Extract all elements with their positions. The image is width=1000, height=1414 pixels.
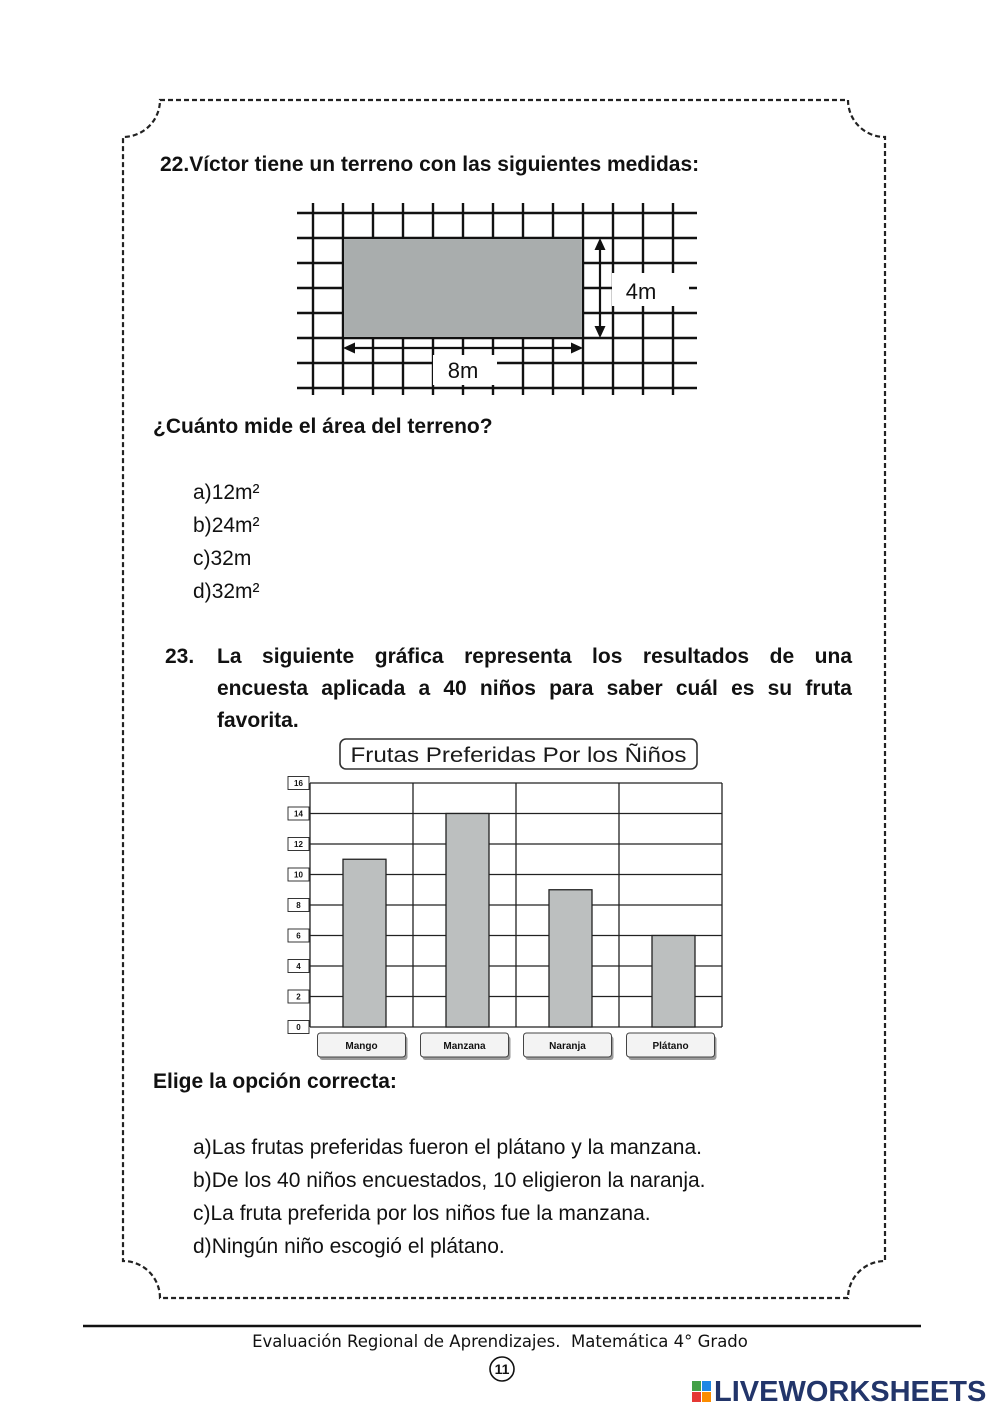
y-tick-label: 4 (296, 962, 301, 971)
x-category-mango (318, 1033, 408, 1060)
q23-options (193, 1131, 706, 1263)
x-category-label: Plátano (652, 1041, 689, 1052)
bar-manzana (446, 814, 489, 1028)
option-letter: d) (193, 1234, 212, 1258)
bar-naranja (549, 890, 592, 1027)
option-letter: c) (193, 546, 211, 570)
liveworksheets-logo-icon[interactable] (692, 1381, 711, 1402)
x-category-label: Naranja (549, 1041, 586, 1052)
y-tick (288, 868, 309, 881)
option-text: De los 40 niños encuestados, 10 eligieron la naranja. (211, 1168, 706, 1192)
terrain-figure (297, 203, 697, 395)
y-tick (288, 838, 309, 851)
option-text: Ningún niño escogió el plátano. (211, 1234, 505, 1258)
option-text: La fruta preferida por los niños fue la manzana. (210, 1201, 651, 1225)
height-arrow-head-top (595, 238, 606, 250)
y-tick (288, 929, 309, 942)
height-label: 4m (625, 279, 657, 304)
q22-heading: 22.Víctor tiene un terreno con las siguientes medidas: (160, 153, 700, 176)
height-arrow-head-bottom (595, 326, 606, 338)
liveworksheets-logo[interactable]: LIVEWORKSHEETS (714, 1376, 987, 1408)
chart-y-axis (288, 777, 309, 1034)
y-tick (288, 990, 309, 1003)
logo-block-blue (702, 1381, 711, 1391)
logo-block-orange (702, 1392, 711, 1402)
y-tick-label: 6 (296, 931, 301, 941)
y-tick-label: 8 (296, 901, 301, 910)
q22-options (193, 476, 260, 608)
terrain-shaded-area (343, 238, 583, 338)
q23-option-a[interactable] (193, 1131, 706, 1164)
fruit-bar-chart (288, 739, 722, 1060)
q23-statement-line: favorita. (217, 709, 299, 732)
logo-block-red (692, 1392, 701, 1402)
bar-mango (343, 859, 386, 1027)
y-tick (288, 777, 309, 790)
option-text: 12m² (211, 480, 260, 504)
option-text: 32m² (211, 579, 260, 603)
y-tick (288, 899, 309, 912)
option-letter: b) (193, 513, 212, 537)
option-letter: b) (193, 1168, 212, 1192)
q23-option-b[interactable] (193, 1164, 706, 1197)
q22-question: ¿Cuánto mide el área del terreno? (153, 415, 493, 438)
x-category-manzana (421, 1033, 511, 1060)
y-tick (288, 807, 309, 820)
bar-platano (652, 936, 695, 1028)
q22-option-c[interactable] (193, 542, 260, 575)
q23-option-c[interactable] (193, 1197, 706, 1230)
width-label: 8m (447, 358, 479, 383)
x-category-label: Manzana (443, 1041, 486, 1052)
chart-bars (343, 814, 695, 1028)
q22-option-a[interactable] (193, 476, 260, 509)
width-arrow-head-left (343, 343, 355, 354)
width-arrow-head-right (571, 343, 583, 354)
q23-prompt: Elige la opción correcta: (153, 1070, 397, 1093)
chart-x-axis (318, 1033, 717, 1060)
option-letter: a) (193, 480, 212, 504)
chart-title: Frutas Preferidas Por los Ñiños (350, 743, 650, 767)
option-text: 24m² (211, 513, 260, 537)
q22-option-d[interactable] (193, 575, 260, 608)
page-number: 11 (494, 1361, 510, 1377)
y-tick-label: 14 (294, 809, 303, 819)
option-letter: c) (193, 1201, 211, 1225)
option-letter: a) (193, 1135, 212, 1159)
option-text: Las frutas preferidas fueron el plátano y la manzana. (211, 1135, 702, 1159)
q23-statement-line: encuesta aplicada a 40 niños para saber cuál es su fruta (217, 677, 852, 700)
y-tick-label: 0 (296, 1023, 301, 1032)
x-category-platano (627, 1033, 717, 1060)
option-text: 32m (210, 546, 252, 570)
y-tick-label: 16 (294, 779, 303, 788)
y-tick-label: 2 (296, 992, 301, 1002)
q22-option-b[interactable] (193, 509, 260, 542)
x-category-label: Mango (345, 1041, 378, 1052)
footer-text: Evaluación Regional de Aprendizajes. Matemática 4° Grado (252, 1332, 748, 1351)
y-tick-label: 12 (294, 840, 303, 849)
q23-statement (217, 641, 852, 737)
y-tick-label: 10 (294, 870, 303, 880)
q23-option-d[interactable] (193, 1230, 706, 1263)
q23-statement-line: La siguiente gráfica representa los resultados de una (217, 645, 852, 668)
q23-number: 23. (165, 645, 195, 668)
option-letter: d) (193, 579, 212, 603)
y-tick (288, 960, 309, 973)
logo-block-green (692, 1381, 701, 1391)
x-category-naranja (524, 1033, 614, 1060)
y-tick (288, 1021, 309, 1034)
